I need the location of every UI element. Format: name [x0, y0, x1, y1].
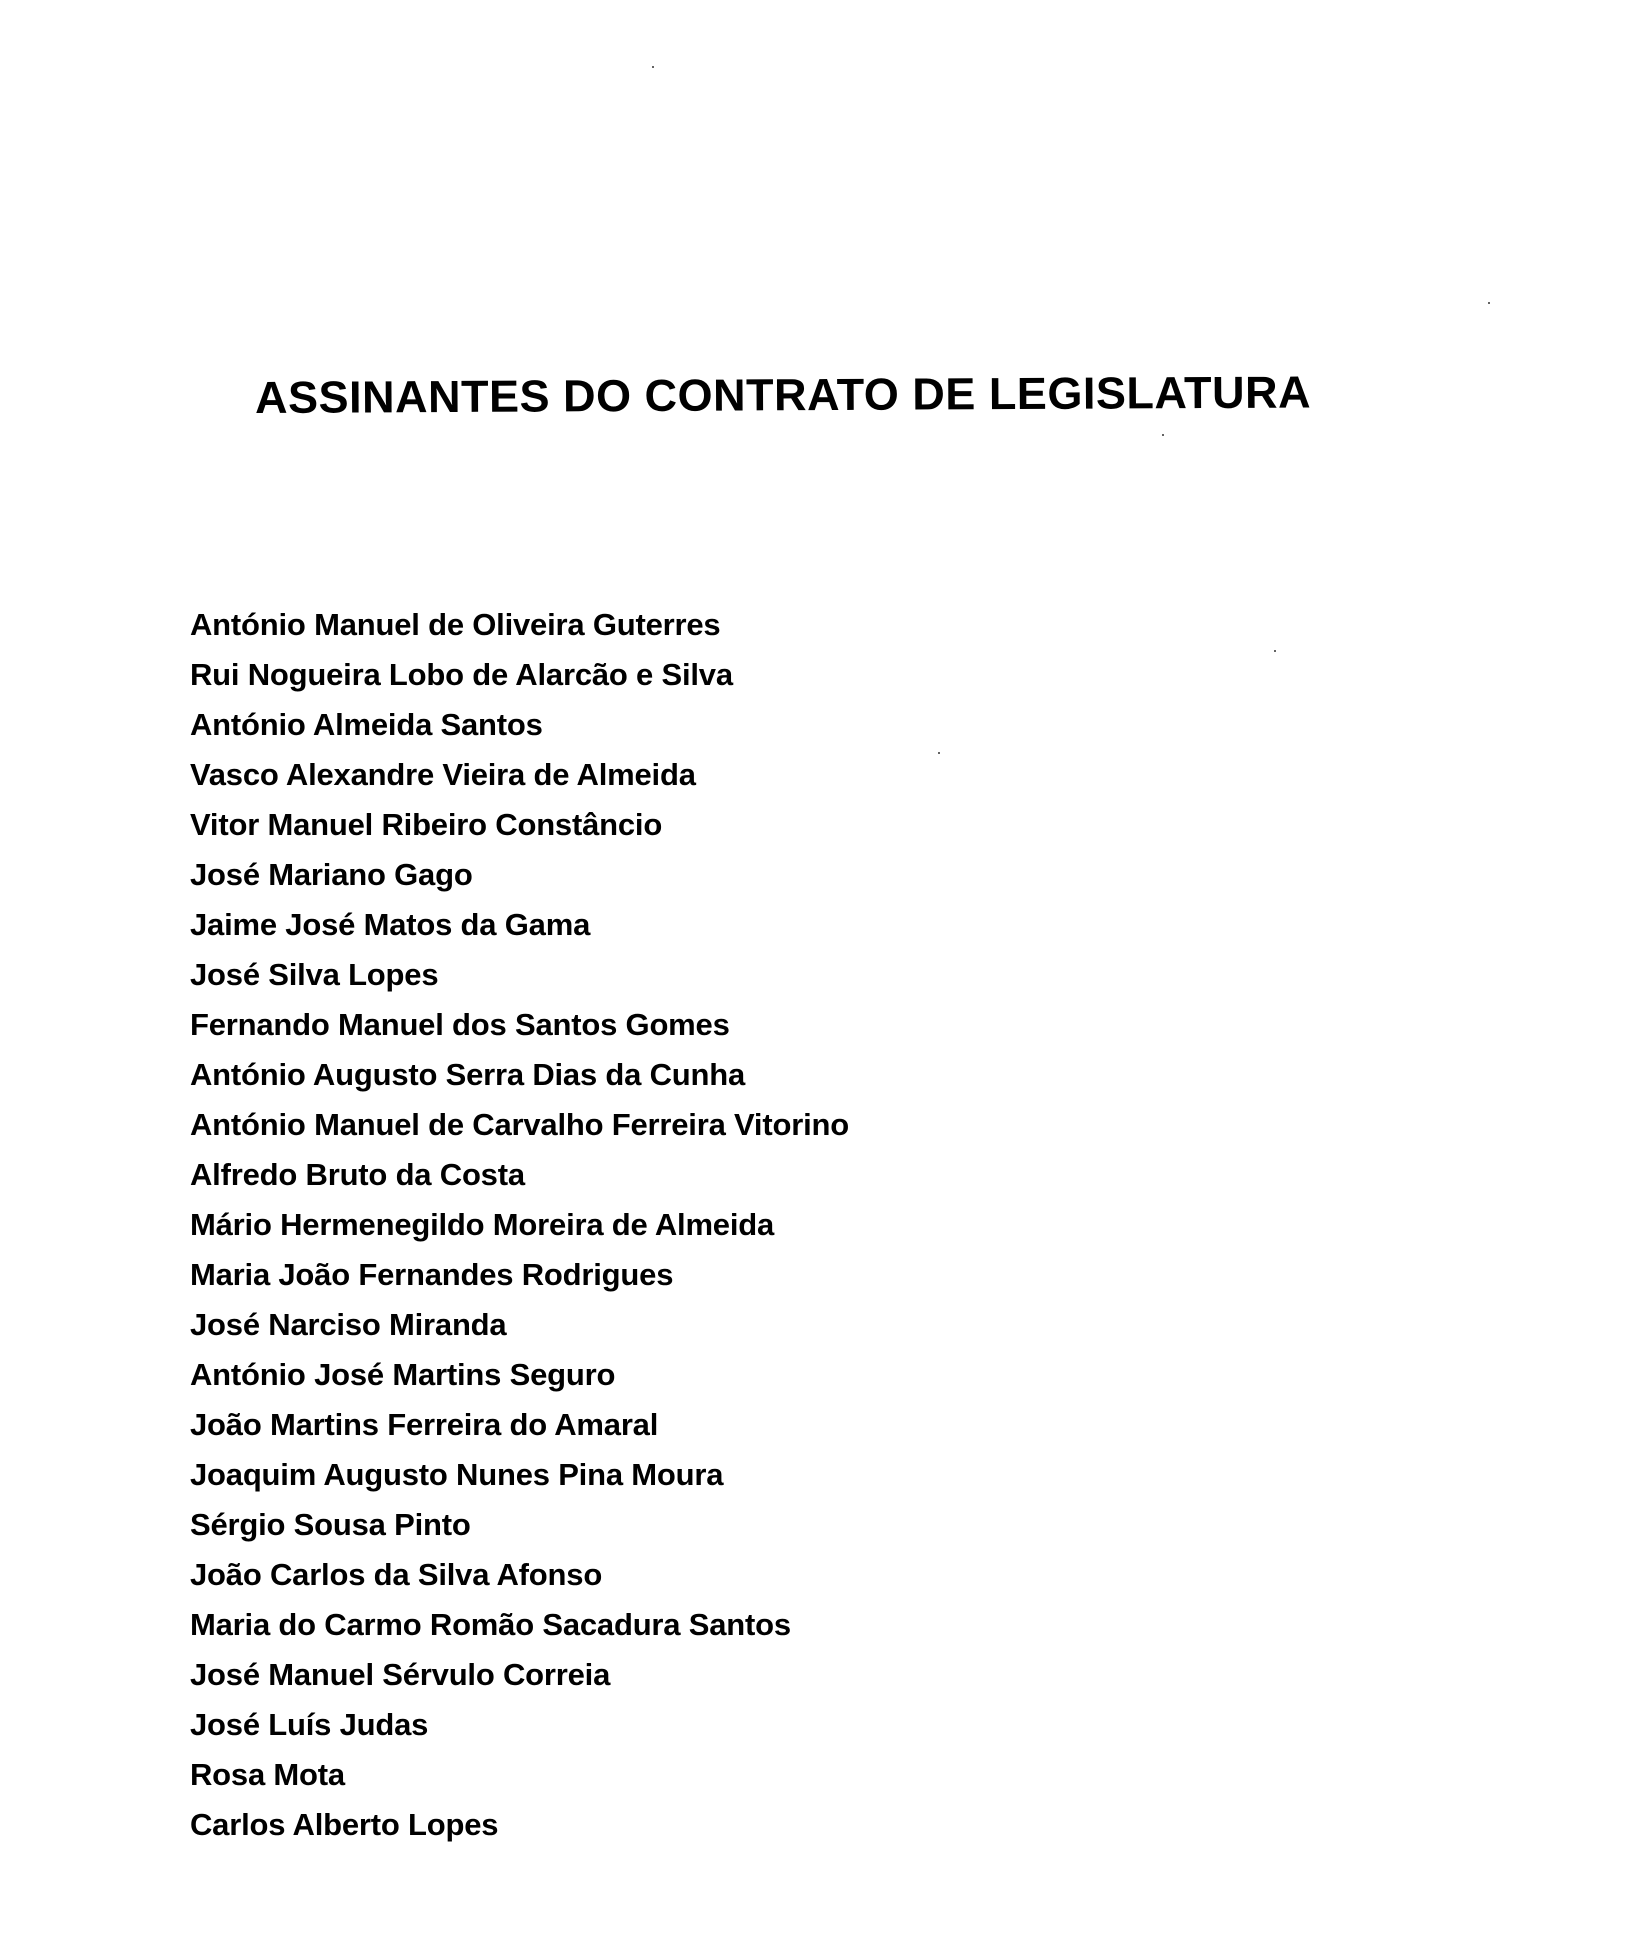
scan-speck [652, 66, 654, 68]
signatory-name: Fernando Manuel dos Santos Gomes [190, 1007, 730, 1042]
signatory-name: Sérgio Sousa Pinto [190, 1507, 471, 1542]
scan-speck [1162, 434, 1164, 436]
signatory-name: António Almeida Santos [190, 707, 543, 742]
document-title: ASSINANTES DO CONTRATO DE LEGISLATURA [254, 366, 1312, 423]
signatory-name: Maria João Fernandes Rodrigues [190, 1257, 674, 1292]
signatory-name: Mário Hermenegildo Moreira de Almeida [190, 1207, 775, 1242]
signatory-name: João Carlos da Silva Afonso [190, 1557, 603, 1592]
signatory-name: José Mariano Gago [190, 857, 473, 892]
signatory-name: João Martins Ferreira do Amaral [190, 1407, 659, 1442]
signatory-name: Maria do Carmo Romão Sacadura Santos [190, 1607, 791, 1642]
signatory-name: António Augusto Serra Dias da Cunha [190, 1057, 746, 1092]
scan-speck [1274, 650, 1276, 652]
signatory-name: José Luís Judas [190, 1707, 429, 1742]
signatory-name: Alfredo Bruto da Costa [190, 1157, 525, 1192]
signatory-name: Jaime José Matos da Gama [190, 907, 591, 942]
signatory-name: Vasco Alexandre Vieira de Almeida [190, 757, 696, 792]
signatory-name: José Narciso Miranda [190, 1307, 507, 1342]
signatory-name: Joaquim Augusto Nunes Pina Moura [190, 1457, 724, 1492]
signatory-list [190, 600, 849, 1850]
signatory-name: Rosa Mota [190, 1757, 345, 1792]
signatory-name: José Silva Lopes [190, 957, 439, 992]
scan-speck [938, 752, 940, 754]
signatory-name: António Manuel de Carvalho Ferreira Vitorino [190, 1107, 849, 1142]
signatory-name: António José Martins Seguro [190, 1357, 616, 1392]
signatory-name: Vitor Manuel Ribeiro Constâncio [190, 807, 663, 842]
scan-speck [1488, 302, 1490, 304]
signatory-name: Carlos Alberto Lopes [190, 1807, 499, 1842]
signatory-name: António Manuel de Oliveira Guterres [190, 607, 721, 642]
signatory-name: José Manuel Sérvulo Correia [190, 1657, 611, 1692]
signatory-name: Rui Nogueira Lobo de Alarcão e Silva [190, 657, 733, 692]
